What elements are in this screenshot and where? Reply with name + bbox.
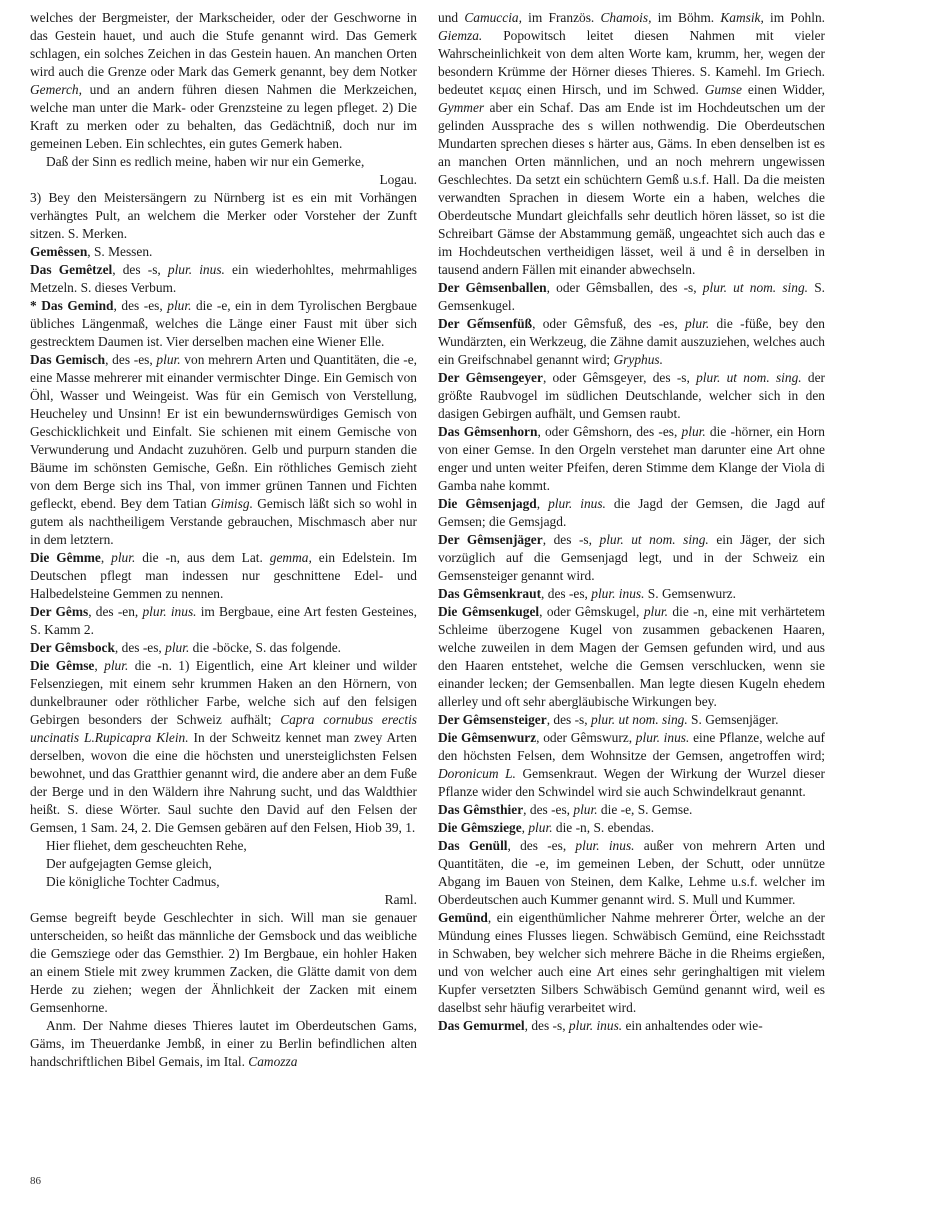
headword: Der Gêmsenballen (438, 280, 547, 295)
verse-line: Der aufgejagten Gemse gleich, (46, 856, 212, 871)
headword: Der Gếmsenfüß (438, 316, 533, 331)
entry-gemsenjaeger: Der Gêmsenjäger, des -s, plur. ut nom. sing. ein Jäger, der sich vorzüglich auf die Gemsenjagd legt, und in der Schweiz ein Gemsensteiger genannt wird. (438, 532, 826, 583)
entry-gems: Der Gêms, des -en, plur. inus. im Bergbaue, eine Art festen Gesteines, S. Kamm 2. (30, 604, 417, 637)
headword: Das Gemisch (30, 352, 106, 367)
headword: Das Gemêtzel (30, 262, 113, 277)
verse-attribution: Raml. (384, 892, 417, 907)
headword: Der Gêmsengeyer (438, 370, 543, 385)
entry-gemerk-sense-3: 3) Bey den Meistersängern zu Nürnberg ist es ein mit Vorhängen verhängtes Pult, an welchem die Merker oder Vorsteher der Zunft sitzen. S. Merken. (30, 190, 417, 241)
entry-gemsbock: Der Gêmsbock, des -es, plur. die -böcke, S. das folgende. (30, 640, 342, 655)
entry-gemsenkraut: Das Gêmsenkraut, des -es, plur. inus. S. Gemsenwurz. (438, 586, 736, 601)
headword: Der Gêms (30, 604, 89, 619)
headword: Der Gêmsenjäger (438, 532, 543, 547)
entry-gemsengeyer: Der Gêmsengeyer, oder Gêmsgeyer, des -s, plur. ut nom. sing. der größte Raubvogel im südlichen Deutschlande, welcher sich in den dasigen Gebirgen aufhält, und Gemsen raubt. (438, 370, 825, 421)
right-column (438, 9, 825, 1035)
entry-gemurmel: Das Gemurmel, des -s, plur. inus. ein anhaltendes oder wie- (438, 1018, 763, 1033)
headword: Gemünd (438, 910, 488, 925)
headword: * Das Gemind (30, 298, 114, 313)
headword: Die Gêmsenkugel (438, 604, 540, 619)
left-column (30, 9, 417, 1071)
quote-attribution: Logau. (379, 172, 417, 187)
verse-line: Die königliche Tochter Cadmus, (46, 874, 220, 889)
headword: Die Gêmse (30, 658, 95, 673)
headword: Die Gêmsziege (438, 820, 522, 835)
entry-gemsenballen: Der Gêmsenballen, oder Gêmsballen, des -s, plur. ut nom. sing. S. Gemsenkugel. (438, 280, 825, 313)
entry-gemuend: Gemünd, ein eigenthümlicher Nahme mehrerer Örter, welche an der Mündung eines Flusses liegen. Schwäbisch Gemünd, eine Reichsstadt in Schwaben, bey welcher sich mehrere Bäche in die Rheims ergießen, und von welcher auch eine Art eines sehr geringhaltigen mit vielem Kupfer versetzten Silbers Schwäbisch Gemünd genannt wird, weil es daselbst sehr häufig verarbeitet wird. (438, 910, 825, 1015)
headword: Das Gêmsenkraut (438, 586, 542, 601)
entry-gemsensteiger: Der Gêmsensteiger, des -s, plur. ut nom. sing. S. Gemsenjäger. (438, 712, 779, 727)
entry-gemerk-continuation: welches der Bergmeister, der Markscheider, oder der Geschworne in das Gestein hauet, und auch die Stufe genannt wird. Das Gemerk schlagen, ein solches Zeichen in das Gestein hauen. An manchen Orten wird auch die Grenze oder Mark das Gemerk genannt, bey dem Notker Gemerch, und an andern führen diesen Nahmen die Merkzeichen, welche man unter die Mark- oder Grenzsteine zu legen pfleget. 2) Die Kraft zu merken oder zu behalten, das Gedächtniß, doch nur im gemeinen Leben. Ein schlechtes, ein gutes Gemerk haben. (30, 10, 417, 151)
entry-gemse-note: Anm. Der Nahme dieses Thieres lautet im Oberdeutschen Gams, Gäms, im Theuerdanke Jembß, in einer zu Berlin befindlichen alten handschriftlichen Bibel Gemais, im Ital. Camozza (30, 1018, 417, 1069)
entry-gemsthier: Das Gêmsthier, des -es, plur. die -e, S. Gemse. (438, 802, 693, 817)
quote-logau: Daß der Sinn es redlich meine, haben wir nur ein Gemerke, (46, 154, 365, 169)
headword: Der Gêmsensteiger (438, 712, 547, 727)
page-number: 86 (30, 1175, 41, 1187)
verse-line: Hier fliehet, dem gescheuchten Rehe, (46, 838, 247, 853)
headword: Der Gêmsbock (30, 640, 115, 655)
entry-gemessen: Gemêssen, S. Messen. (30, 244, 153, 259)
entry-gemsenfuss: Der Gếmsenfüß, oder Gêmsfuß, des -es, plur. die -füße, bey den Wundärzten, ein Werkzeug, die Zähne damit auszuziehen, welches auch ein Greifschnabel genannt wird; Gryphus. (438, 316, 825, 367)
headword: Die Gêmme (30, 550, 101, 565)
entry-gemind: * Das Gemind, des -es, plur. die -e, ein in dem Tyrolischen Bergbaue übliches Längenmaß, welches die Länge einer Faust mit über sich gestrecktem Daumen ist. Vier derselben machen eine Wiener Elle. (30, 298, 418, 349)
entry-gemsenhorn: Das Gêmsenhorn, oder Gêmshorn, des -es, plur. die -hörner, ein Horn von einer Gemse. In den Orgeln verstehet man darunter eine Art ohne enger und unten weiter Pfeifen, deren Stimme dem Klange der Viola di Gamba nahe kommt. (438, 424, 826, 493)
headword: Das Gêmsenhorn (438, 424, 538, 439)
entry-genuell: Das Genüll, des -es, plur. inus. außer von mehrern Arten und Quantitäten, die -e, im gemeinen Leben, der Schutt, oder unnütze Abgang im Bauen von Steinen, dem Kalke, Lehme u.s.f. welcher im Oberdeutschen auch Kummer genannt wird. S. Mull und Kummer. (438, 838, 825, 907)
headword: Das Gêmsthier (438, 802, 524, 817)
headword: Das Genüll (438, 838, 508, 853)
entry-gemetzel: Das Gemêtzel, des -s, plur. inus. ein wiederhohltes, mehrmahliges Metzeln. S. dieses Verbum. (30, 262, 417, 295)
headword: Die Gêmsenjagd (438, 496, 537, 511)
entry-gemisch: Das Gemisch, des -es, plur. von mehrern Arten und Quantitäten, die -e, eine Masse mehrerer mit einander vermischter Dinge. Ein Gemisch von Öhl, Wasser und Weingeist. Was für ein Gemisch von Verstellung, Heucheley und Unsinn! Er ist ein bewundernswürdiges Gemisch von Geschicklichkeit und Einfalt. Sie schienen mit einem Gemische von Verwunderung und Andacht zuzuhören. Gelb und purpurn standen die Bäume im schönsten Gemische, Geßn. Ein röthliches Gemisch zieht von dem Berge sich ins Thal, von immer grünen Tannen und Fichten gefleckt, ebend. Bey dem Tatian Gimisg. Gemisch läßt sich so wohl in gutem als nachtheiligem Verstande gebrauchen, Mischmasch aber nur in dem letztern. (30, 352, 417, 547)
headword: Das Gemurmel (438, 1018, 525, 1033)
entry-gemme: Die Gêmme, plur. die -n, aus dem Lat. gemma, ein Edelstein. Im Deutschen pflegt man indessen nur geschnittene Edel- und Halbedelsteine Gemmen zu nennen. (30, 550, 417, 601)
headword: Die Gêmsenwurz (438, 730, 537, 745)
headword: Gemêssen (30, 244, 88, 259)
entry-gemsenwurz: Die Gêmsenwurz, oder Gêmswurz, plur. inus. eine Pflanze, welche auf den höchsten Felsen, dem Wohnsitze der Gemsen, angetroffen wird; Doronicum L. Gemsenkraut. Wegen der Wirkung der Wurzel dieser Pflanze wider den Schwindel wird sie auch Schwindelkraut genannt. (438, 730, 825, 799)
entry-gemsziege: Die Gêmsziege, plur. die -n, S. ebendas. (438, 820, 655, 835)
entry-gemse-continuation: Gemse begreift beyde Geschlechter in sich. Will man sie genauer unterscheiden, so heißt das männliche der Gemsbock und das weibliche die Gemsziege oder das Gemsthier. 2) Im Bergbaue, ein hohler Haken an einem Stiele mit zwey krummen Zacken, die Glätte damit von dem Herde zu ziehen; wegen der Ähnlichkeit der Zacken mit einem Gemsenhorne. (30, 910, 417, 1015)
entry-gemse-note-continuation: und Camuccia, im Französ. Chamois, im Böhm. Kamsik, im Pohln. Giemza. Popowitsch leitet diesen Nahmen mit vieler Wahrscheinlichkeit von dem alten Worte kam, krumm, her, wegen der besondern Krümme der Hörner dieses Thieres. S. Kamehl. Im Griech. bedeutet κεμας einen Hirsch, und im Schwed. Gumse einen Widder, Gymmer aber ein Schaf. Das am Ende ist im Hochdeutschen um der gelinden Aussprache des s willen nothwendig. Die Oberdeutschen Mundarten sprechen dieses s härter aus, Gäms. In eben denselben ist es an manchen Orten männlichen, und an noch mehrern ungewissen Geschlechtes. Da setzt ein schüchtern Gemß u.s.f. Hall. Da die meisten verwandten Sprachen in diesem Worte ein a haben, welches die Oberdeutsche Mundart gleichfalls sehr deutlich hören lässet, so ist die Schreibart Gämse der Abstammung gemäß, ungeachtet sich auch das e im Hochdeutschen vertheidigen lässet, weil ä und ê in derselben in tausend andern Fällen mit einander abwechseln. (438, 10, 826, 277)
entry-gemsenjagd: Die Gêmsenjagd, plur. inus. die Jagd der Gemsen, die Jagd auf Gemsen; die Gemsjagd. (438, 496, 825, 529)
entry-gemse: Die Gêmse, plur. die -n. 1) Eigentlich, eine Art kleiner und wilder Felsenziegen, mit einem sehr krummen Haken an den Hörnern, von dunkelbrauner oder röthlicher Farbe, welche sich auf den felsigen Gebirgen besonders der Schweiz aufhält; Capra cornubus erectis uncinatis L.Rupicapra Klein. In der Schweitz kennet man zwey Arten derselben, wovon die eine die höchsten und unersteiglichsten Felsen bewohnet, und das Gratthier genannt wird, die andere aber an dem Fuße der Berge und in den Wäldern ihre Nahrung sucht, und das Waldthier heißt. S. diese Wörter. Saul suchte den David auf den Felsen der Gemsen, 1 Sam. 24, 2. Die Gemsen gebären auf den Felsen, Hiob 39, 1. (30, 658, 417, 835)
entry-gemsenkugel: Die Gêmsenkugel, oder Gêmskugel, plur. die -n, eine mit verhärtetem Schleime überzogene Kugel von zusammen gebackenen Haaren, welche zuweilen in dem Magen der Gemsen gefunden wird, und aus den Haaren entstehet, welche die Gemsen verschlucken, wenn sie einander lecken; der Gemsenballen. Man legte diesen Kugeln ehedem allerley und oft sehr abergläubische Wirkungen bey. (438, 604, 825, 709)
